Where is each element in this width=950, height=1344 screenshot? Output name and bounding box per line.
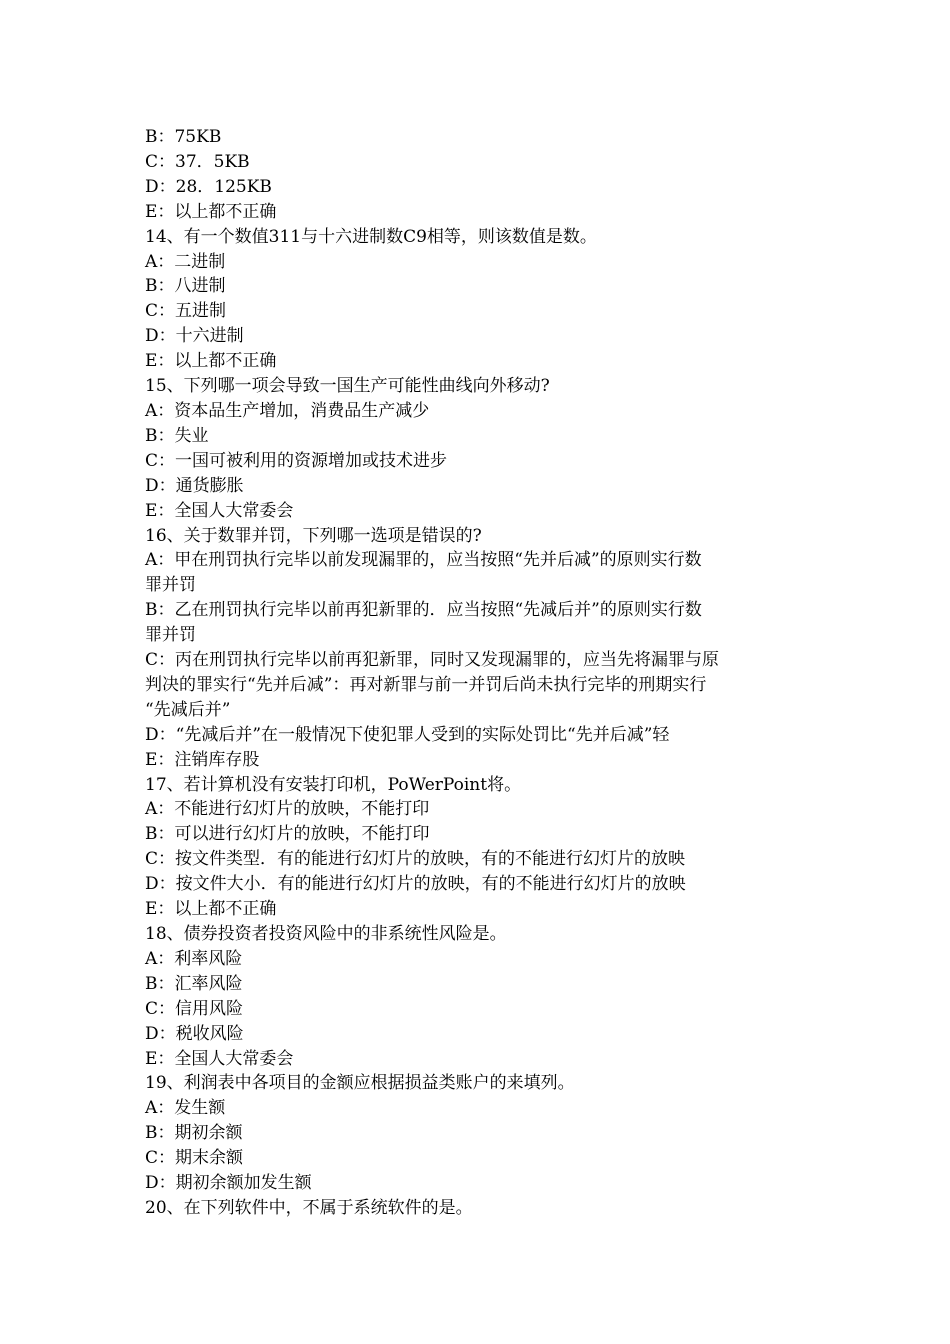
option-line: D：期初余额加发生额 xyxy=(145,1173,312,1194)
option-line: A：二进制 xyxy=(145,251,226,272)
option-line: C：37．5KB xyxy=(145,151,250,172)
question-line: 14、有一个数值311与十六进制数C9相等，则该数值是数。 xyxy=(145,226,597,247)
option-line: E：全国人大常委会 xyxy=(145,1048,294,1069)
option-line: B：汇率风险 xyxy=(145,973,243,994)
option-line: D：28．125KB xyxy=(145,176,272,197)
question-line: 18、债券投资者投资风险中的非系统性风险是。 xyxy=(145,924,507,944)
option-line: D：“先减后并”在一般情况下使犯罪人受到的实际处罚比“先并后减”轻 xyxy=(145,724,670,745)
option-line: E：全国人大常委会 xyxy=(145,500,294,521)
document-body xyxy=(145,125,810,1221)
question-line: 16、关于数罪并罚，下列哪一选项是错误的? xyxy=(145,525,482,546)
question-line: 20、在下列软件中，不属于系统软件的是。 xyxy=(145,1197,473,1218)
option-line: D：十六进制 xyxy=(145,326,244,347)
option-line: B：可以进行幻灯片的放映，不能打印 xyxy=(145,824,430,845)
option-line: C：五进制 xyxy=(145,301,227,322)
option-line: A：发生额 xyxy=(145,1098,226,1119)
option-line: E：注销库存股 xyxy=(145,749,260,770)
question-line: 19、利润表中各项目的金额应根据损益类账户的来填列。 xyxy=(145,1073,575,1094)
option-line-continued: 罪并罚 xyxy=(145,625,196,646)
option-line: B：期初余额 xyxy=(145,1123,243,1144)
question-line: 17、若计算机没有安装打印机，PoWerPoint将。 xyxy=(145,774,522,795)
option-line: B：75KB xyxy=(145,127,222,147)
option-line: A：资本品生产增加，消费品生产减少 xyxy=(145,400,430,421)
option-line: B：乙在刑罚执行完毕以前再犯新罪的．应当按照“先减后并”的原则实行数 xyxy=(145,600,702,621)
option-line: E：以上都不正确 xyxy=(145,351,277,372)
option-line-continued: “先减后并” xyxy=(145,699,231,720)
option-line: D：通货膨胀 xyxy=(145,475,244,496)
option-line: C：按文件类型．有的能进行幻灯片的放映，有的不能进行幻灯片的放映 xyxy=(145,849,686,870)
option-line: A：利率风险 xyxy=(145,948,243,969)
option-line-continued: 判决的罪实行“先并后减”：再对新罪与前一并罚后尚未执行完毕的刑期实行 xyxy=(145,674,707,695)
question-line: 15、下列哪一项会导致一国生产可能性曲线向外移动? xyxy=(145,376,550,397)
option-line: A：甲在刑罚执行完毕以前发现漏罪的，应当按照“先并后减”的原则实行数 xyxy=(145,550,702,571)
option-line: C：信用风险 xyxy=(145,998,244,1019)
option-line: E：以上都不正确 xyxy=(145,899,277,920)
option-line: C：一国可被利用的资源增加或技术进步 xyxy=(145,450,448,471)
option-line: E：以上都不正确 xyxy=(145,201,277,222)
option-line: A：不能进行幻灯片的放映，不能打印 xyxy=(145,799,430,820)
option-line: B：八进制 xyxy=(145,276,226,297)
option-line: D：按文件大小．有的能进行幻灯片的放映，有的不能进行幻灯片的放映 xyxy=(145,874,686,895)
option-line: C：丙在刑罚执行完毕以前再犯新罪，同时又发现漏罪的，应当先将漏罪与原 xyxy=(145,650,720,671)
option-line: C：期末余额 xyxy=(145,1148,244,1169)
option-line: D：税收风险 xyxy=(145,1023,244,1044)
option-line: B：失业 xyxy=(145,425,209,446)
option-line-continued: 罪并罚 xyxy=(145,575,196,596)
